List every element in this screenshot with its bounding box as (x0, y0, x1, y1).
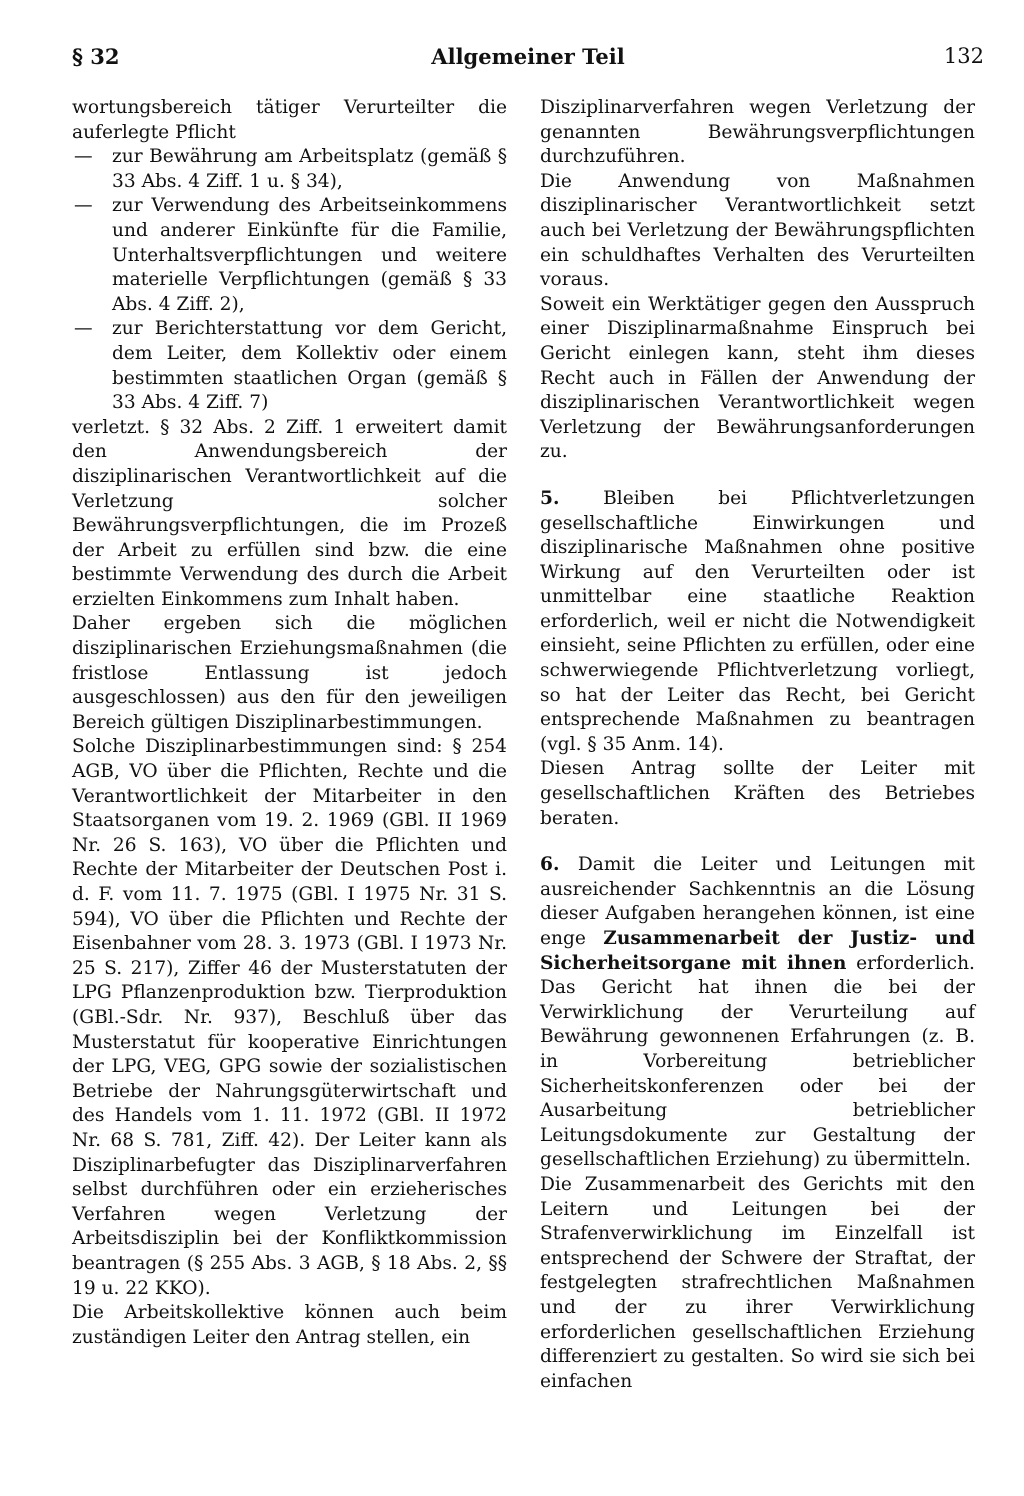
paragraph: Diesen Antrag sollte der Leiter mit gesellschaftlichen Kräften des Betriebes beraten. (540, 758, 975, 829)
paragraph: Die Anwendung von Maßnahmen disziplinarischer Verantwortlichkeit setzt auch bei Verletzung der Bewährungspflichten ein schuldhaftes Verhalten des Verurteilten voraus. (540, 170, 975, 291)
list-item: — zur Bewährung am Arbeitsplatz (gemäß § 33 Abs. 4 Ziff. 1 u. § 34), (74, 146, 507, 192)
paragraph: verletzt. § 32 Abs. 2 Ziff. 1 erweitert damit den Anwendungsbereich der disziplinarischen Verantwortlichkeit auf die Verletzung solcher Bewährungsverpflichtungen, die im Prozeß der Arbeit zu erfüllen sind bzw. die eine bestimmte Verwendung des durch die Arbeit erzielten Einkommens zum Inhalt haben. (72, 416, 507, 610)
page-number: 132 (943, 44, 984, 68)
dash-bullet: — (74, 318, 93, 340)
paragraph-number: 6. (540, 854, 560, 876)
section-marker: § 32 (72, 44, 120, 69)
list-item: — zur Verwendung des Arbeitseinkommens und anderer Einkünfte für die Familie, Unterhaltsverpflichtungen und weitere materielle Verpflichtungen (gemäß § 33 Abs. 4 Ziff. 2), (74, 195, 507, 315)
right-column (540, 96, 975, 1394)
dash-bullet: — (74, 146, 93, 168)
paragraph: Soweit ein Werktätiger gegen den Ausspruch einer Disziplinarmaßnahme Einspruch bei Gericht einlegen kann, steht ihm dieses Recht auch in Fällen der Anwendung der disziplinarischen Verantwortlichkeit wegen Verletzung der Bewährungsanforderungen zu. (540, 293, 975, 463)
dash-bullet: — (74, 195, 93, 217)
paragraph: Solche Disziplinarbestimmungen sind: § 254 AGB, VO über die Pflichten, Rechte und die Verantwortlichkeit der Mitarbeiter in den Staatsorganen vom 19. 2. 1969 (GBl. II 1969 Nr. 26 S. 163), VO über die Pflichten und Rechte der Mitarbeiter der Deutschen Post i. d. F. vom 11. 7. 1975 (GBl. I 1975 Nr. 31 S. 594), VO über die Pflichten und Rechte der Eisenbahner vom 28. 3. 1973 (GBl. I 1973 Nr. 25 S. 217), Ziffer 46 der Musterstatuten der LPG Pflanzenproduktion bzw. Tierproduktion (GBl.-Sdr. Nr. 937), Beschluß über das Musterstatut für kooperative Einrichtungen der LPG, VEG, GPG sowie der sozialistischen Betriebe der Nahrungsgüterwirtschaft und des Handels vom 1. 11. 1972 (GBl. II 1972 Nr. 68 S. 781, Ziff. 42). Der Leiter kann als Disziplinarbefugter das Disziplinarverfahren selbst durchführen oder ein erzieherisches Verfahren wegen Verletzung der Arbeitsdisziplin bei der Konfliktkommission beantragen (§ 255 Abs. 3 AGB, § 18 Abs. 2, §§ 19 u. 22 KKO). (72, 736, 507, 1299)
left-column (72, 96, 507, 1350)
paragraph: Daher ergeben sich die möglichen disziplinarischen Erziehungsmaßnahmen (die fristlose Entlassung ist jedoch ausgeschlossen) aus den für den jeweiligen Bereich gültigen Disziplinarbestimmungen. (72, 613, 507, 733)
paragraph: wortungsbereich tätiger Verurteilter die auferlegte Pflicht (72, 97, 507, 143)
paragraph: Disziplinarverfahren wegen Verletzung der genannten Bewährungsverpflichtungen durchzuführen. (540, 97, 975, 168)
paragraph: Die Zusammenarbeit des Gerichts mit den Leitern und Leitungen bei der Strafenverwirklichung im Einzelfall ist entsprechend der Schwere der Straftat, der festgelegten strafrechtlichen Maßnahmen und der zu ihrer Verwirklichung erforderlichen gesellschaftlichen Erziehung differenziert zu gestalten. So wird sie sich bei einfachen (540, 1173, 975, 1392)
numbered-paragraph-6: 6. Damit die Leiter und Leitungen mit ausreichender Sachkenntnis an die Lösung dieser Aufgaben herangehen können, ist eine enge Zusammenarbeit der Justiz- und Sicherheitsorgane mit ihnen erforderlich. Das Gericht hat ihnen die bei der Verwirklichung der Verurteilung auf Bewährung gewonnenen Erfahrungen (z. B. in Vorbereitung betrieblicher Sicherheitskonferenzen oder bei der Ausarbeitung betrieblicher Leitungsdokumente zur Gestaltung der gesellschaftlichen Erziehung) zu übermitteln. (540, 854, 975, 1171)
obligation-list (72, 145, 507, 416)
numbered-paragraph-5: 5. Bleiben bei Pflichtverletzungen gesellschaftliche Einwirkungen und disziplinarische Maßnahmen ohne positive Wirkung auf den Verurteilten oder ist unmittelbar eine staatliche Reaktion erforderlich, weil er nicht die Notwendigkeit einsieht, seine Pflichten zu erfüllen, oder eine schwerwiegende Pflichtverletzung vorliegt, so hat der Leiter das Recht, bei Gericht entsprechende Maßnahmen zu beantragen (vgl. § 35 Anm. 14). (540, 487, 975, 755)
paragraph-number: 5. (540, 487, 560, 509)
emphasis: Zusammenarbeit der Justiz- und Sicherheitsorgane mit ihnen (540, 928, 975, 974)
running-title: Allgemeiner Teil (431, 44, 625, 69)
paragraph: Die Arbeitskollektive können auch beim zuständigen Leiter den Antrag stellen, ein (72, 1302, 507, 1348)
page-header (72, 44, 984, 78)
list-item: — zur Berichterstattung vor dem Gericht, dem Leiter, dem Kollektiv oder einem bestimmten staatlichen Organ (gemäß § 33 Abs. 4 Ziff. 7) (74, 318, 507, 414)
